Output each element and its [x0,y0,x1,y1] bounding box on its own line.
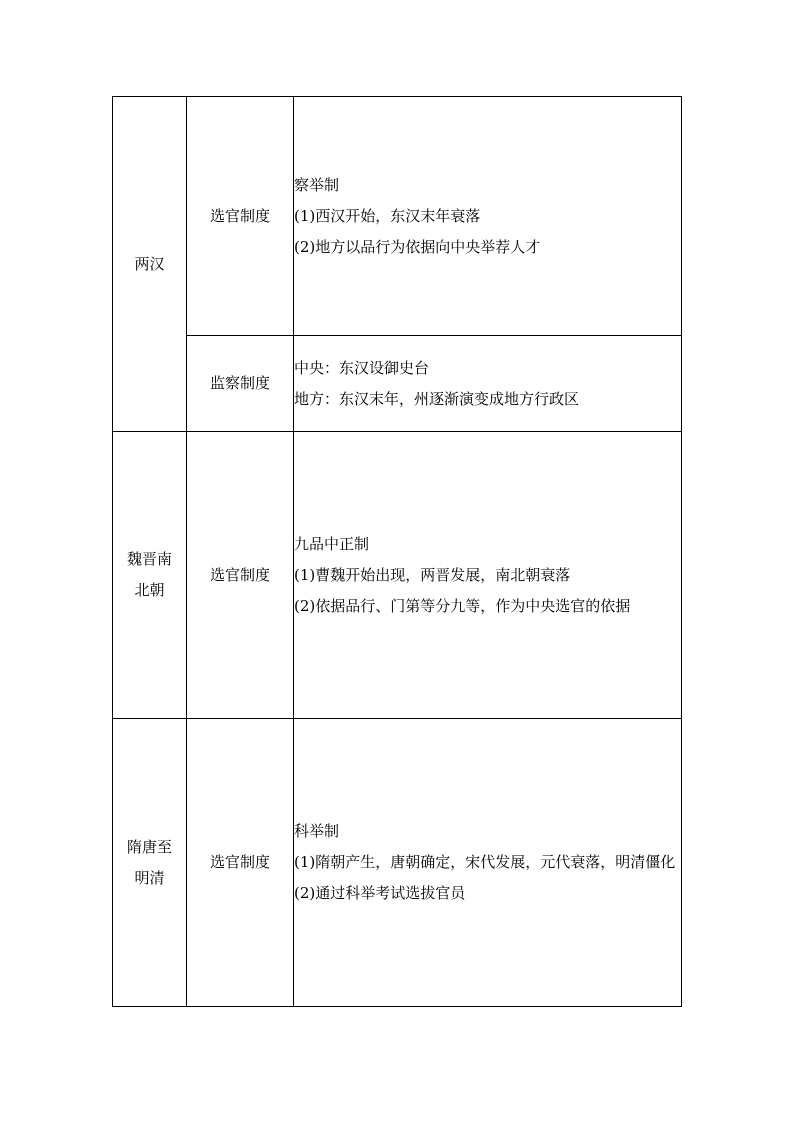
content-line: (1)曹魏开始出现，两晋发展，南北朝衰落 [294,565,571,584]
system-name: 察举制 [294,175,340,194]
period-cell [113,97,187,432]
content-cell [294,432,682,719]
category-cell [187,97,294,336]
category-cell [187,432,294,719]
table-row [113,336,682,432]
content-line: (2)通过科举考试选拔官员 [294,884,466,902]
period-cell [113,432,187,719]
content-cell [294,97,682,336]
category-label: 选官制度 [209,853,270,871]
table-row [113,97,682,336]
category-label: 选官制度 [209,206,270,225]
category-cell [187,719,294,1007]
history-system-table [112,96,682,1007]
content-line: 中央：东汉设御史台 [294,358,430,377]
content-line: (1)西汉开始，东汉末年衰落 [294,206,481,225]
period-label: 明清 [134,868,165,887]
period-cell [113,719,187,1007]
category-cell [187,336,294,432]
table-row [113,432,682,719]
content-cell [294,719,682,1007]
system-name: 科举制 [294,822,340,840]
period-label: 北朝 [134,581,165,599]
content-line: (2)地方以品行为依据向中央举荐人才 [294,237,541,256]
table-row [113,719,682,1007]
period-label: 两汉 [134,254,165,273]
system-name: 九品中正制 [294,534,370,553]
category-label: 监察制度 [209,374,270,392]
content-line: (2)依据品行、门第等分九等，作为中央选官的依据 [294,596,631,615]
content-cell [294,336,682,432]
period-label: 隋唐至 [126,837,172,856]
content-line: 地方：东汉末年，州逐渐演变成地方行政区 [294,389,580,408]
content-line: (1)隋朝产生，唐朝确定，宋代发展，元代衰落，明清僵化 [294,853,676,871]
period-label: 魏晋南 [126,550,172,568]
category-label: 选官制度 [209,565,270,584]
